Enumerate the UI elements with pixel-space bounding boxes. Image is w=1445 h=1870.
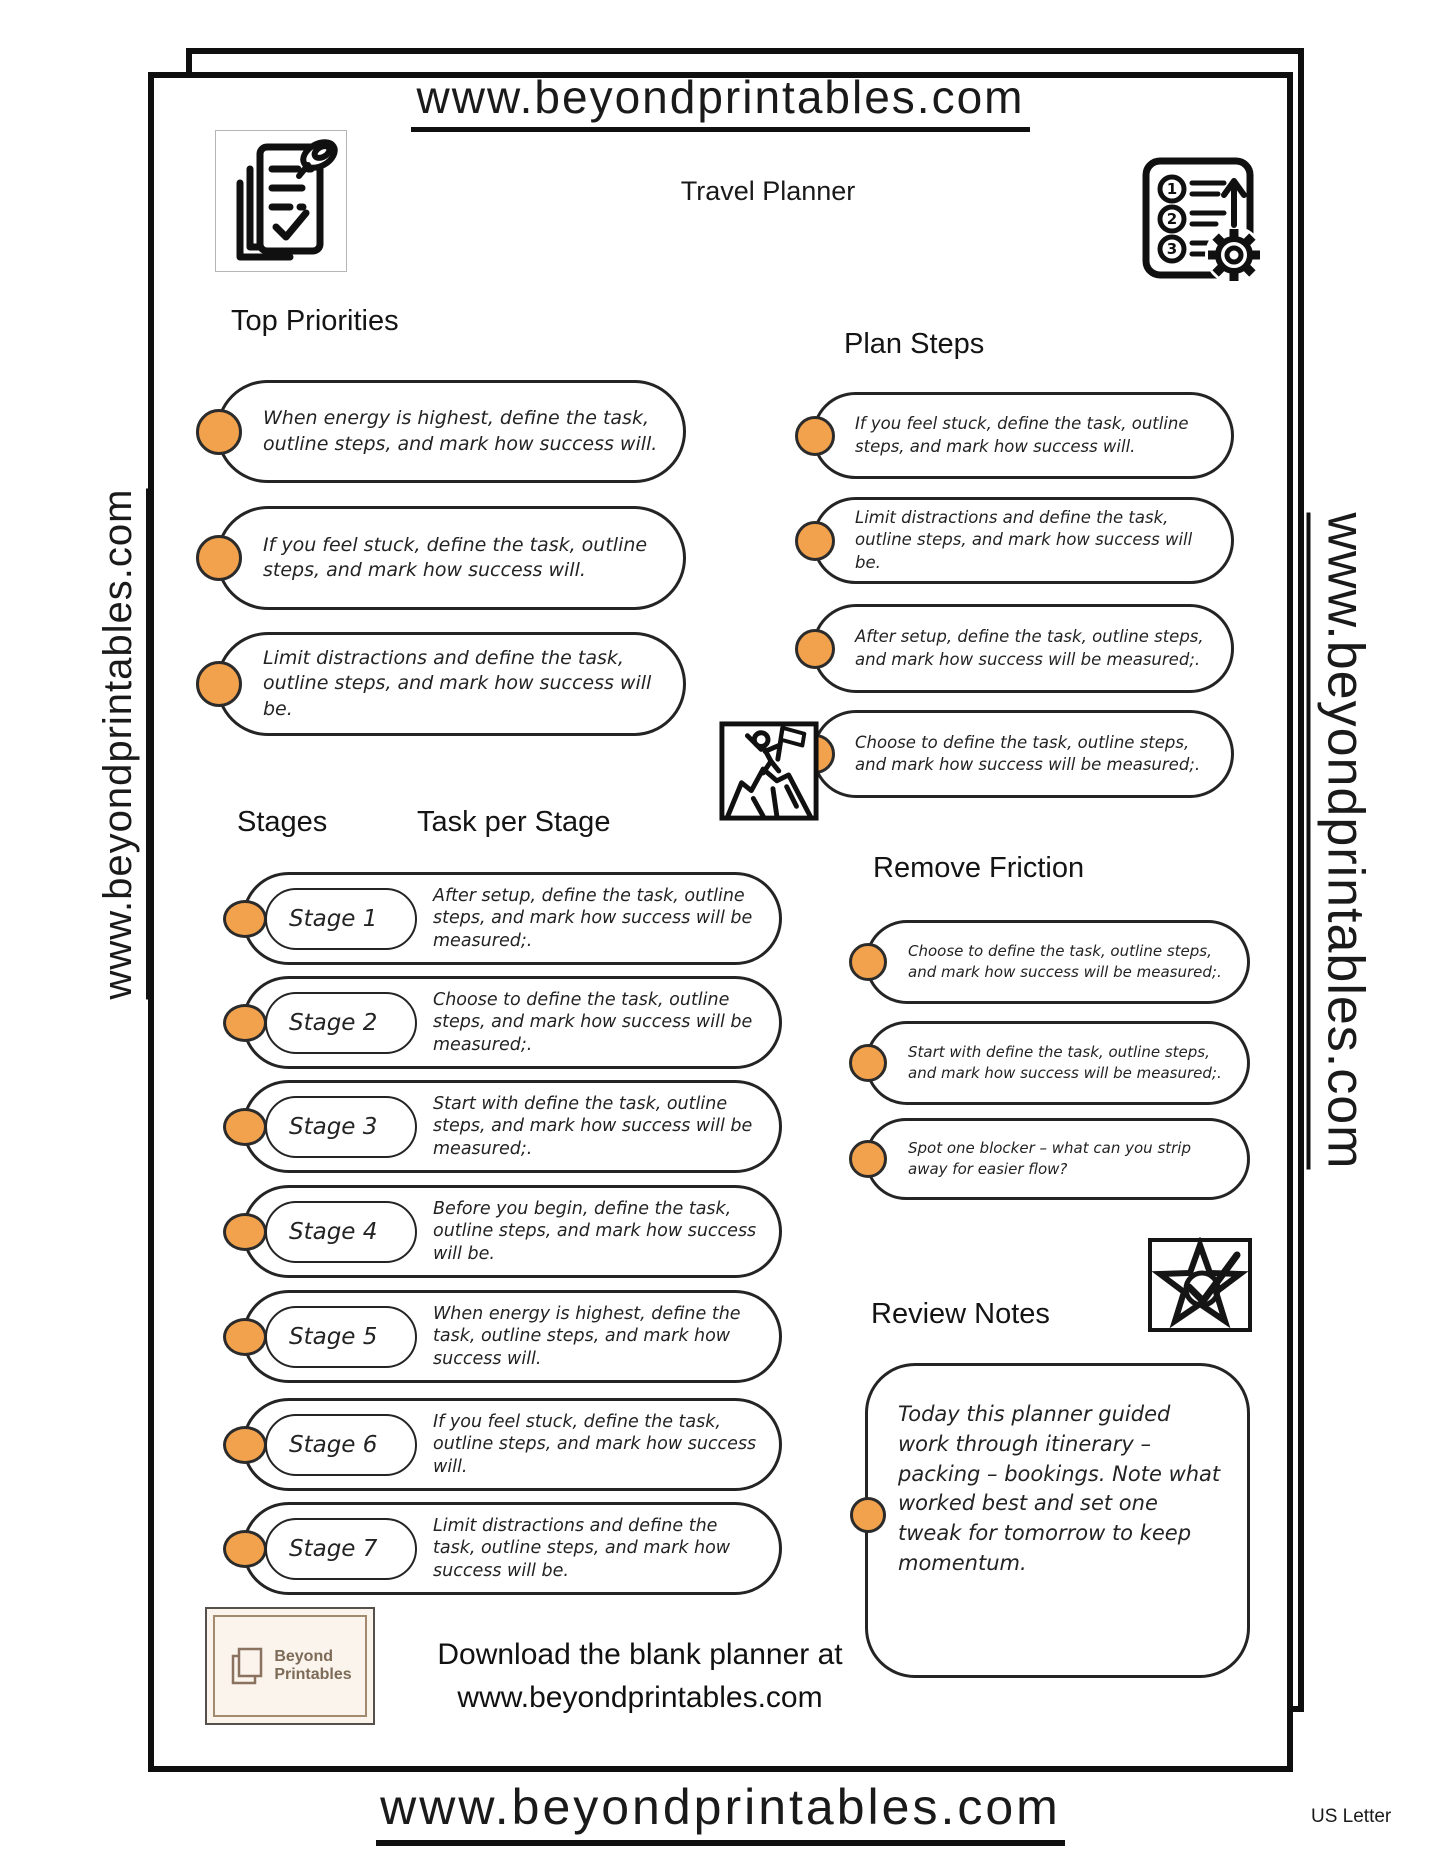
stacked-pages-icon [228, 1645, 266, 1687]
svg-text:1: 1 [1166, 180, 1178, 198]
stage-label: Stage 7 [289, 1535, 378, 1562]
bullet-dot [223, 900, 267, 938]
bullet-dot [795, 521, 835, 561]
stage-label: Stage 4 [289, 1218, 378, 1245]
stage-task: Before you begin, define the task, outline steps, and mark how success will be. [433, 1198, 757, 1264]
side-url-left: www.beyondprintables.com [96, 489, 150, 1000]
stage-task: Limit distractions and define the task, outline steps, and mark how success will be. [433, 1515, 731, 1581]
logo-text: Beyond Printables [274, 1647, 352, 1683]
paper-size-label: US Letter [1311, 1806, 1392, 1827]
stage-pill [265, 992, 417, 1054]
friction-item [865, 1118, 1250, 1200]
download-cta [340, 1634, 940, 1719]
mountain-climber-flag-icon [718, 720, 820, 822]
numbered-list-gear-icon [1140, 153, 1262, 283]
section-heading-review-notes: Review Notes [871, 1298, 1050, 1330]
bullet-dot [849, 1044, 887, 1082]
header-url-text: www.beyondprintables.com [411, 70, 1031, 132]
bullet-dot [223, 1318, 267, 1356]
stage-label: Stage 3 [289, 1113, 378, 1140]
stage-task: After setup, define the task, outline steps, and mark how success will be measured;. [433, 885, 753, 951]
plan-step-item [812, 392, 1234, 479]
bullet-dot [223, 1004, 267, 1042]
bullet-dot [223, 1108, 267, 1146]
side-url-right: www.beyondprintables.com [1307, 513, 1376, 1170]
bullet-dot [795, 629, 835, 669]
stage-row [242, 1185, 782, 1278]
plan-step-item [812, 604, 1234, 693]
friction-item [865, 920, 1250, 1004]
footer-url [148, 1778, 1293, 1846]
priority-text: If you feel stuck, define the task, outline steps, and mark how success will. [263, 533, 648, 581]
star-check-icon [1147, 1237, 1253, 1333]
stage-label: Stage 2 [289, 1009, 378, 1036]
review-notes-box [865, 1363, 1250, 1678]
stage-pill [265, 1518, 417, 1580]
bullet-dot [196, 409, 242, 455]
stage-task: If you feel stuck, define the task, outline steps, and mark how success will. [433, 1411, 757, 1477]
plan-step-text: Choose to define the task, outline steps, and mark how success will be measured;. [855, 732, 1201, 774]
stage-row [242, 1398, 782, 1491]
header-url [148, 70, 1293, 132]
stage-row [242, 872, 782, 965]
section-heading-stages: Stages [237, 806, 328, 838]
download-cta-line1: Download the blank planner at [437, 1638, 843, 1671]
page-title: Travel Planner [680, 176, 856, 206]
svg-text:3: 3 [1166, 240, 1178, 258]
plan-step-item [812, 497, 1234, 584]
priority-item [216, 506, 686, 610]
stage-row [242, 1080, 782, 1173]
bullet-dot [223, 1530, 267, 1568]
plan-step-text: Limit distractions and define the task, outline steps, and mark how success will be. [855, 508, 1193, 572]
stage-pill [265, 1201, 417, 1263]
stage-label: Stage 5 [289, 1323, 378, 1350]
section-heading-top-priorities: Top Priorities [231, 305, 399, 337]
section-heading-task-per-stage: Task per Stage [417, 806, 611, 838]
stage-label: Stage 6 [289, 1431, 378, 1458]
priority-text: Limit distractions and define the task, outline steps, and mark how success will be. [263, 647, 652, 720]
review-notes-text: Today this planner guided work through itinerary – packing – bookings. Note what worked best and set one tweak for tomorrow to keep momentum. [898, 1402, 1221, 1576]
plan-step-text: If you feel stuck, define the task, outline steps, and mark how success will. [855, 414, 1189, 456]
friction-text: Spot one blocker – what can you strip away for easier flow? [908, 1139, 1191, 1178]
friction-text: Choose to define the task, outline steps, and mark how success will be measured;. [908, 942, 1222, 981]
bullet-dot [849, 943, 887, 981]
stage-pill [265, 1414, 417, 1476]
plan-step-text: After setup, define the task, outline steps, and mark how success will be measured;. [855, 627, 1204, 669]
stage-task: Start with define the task, outline steps, and mark how success will be measured;. [433, 1093, 753, 1159]
footer-url-text: www.beyondprintables.com [376, 1778, 1065, 1846]
bullet-dot [849, 1140, 887, 1178]
bullet-dot [223, 1213, 267, 1251]
svg-text:2: 2 [1166, 210, 1178, 228]
priority-item [216, 380, 686, 483]
priority-item [216, 632, 686, 736]
section-heading-plan-steps: Plan Steps [844, 328, 985, 360]
stage-task: When energy is highest, define the task, outline steps, and mark how success will. [433, 1303, 741, 1369]
bullet-dot [196, 535, 242, 581]
friction-item [865, 1021, 1250, 1105]
stage-task: Choose to define the task, outline steps, and mark how success will be measured;. [433, 989, 753, 1055]
download-cta-line2: www.beyondprintables.com [457, 1680, 823, 1714]
stage-pill [265, 888, 417, 950]
clipboard-pushpin-icon [215, 130, 347, 272]
stage-row [242, 1502, 782, 1595]
stage-label: Stage 1 [289, 905, 378, 932]
friction-text: Start with define the task, outline steps, and mark how success will be measured;. [908, 1043, 1222, 1082]
bullet-dot [196, 661, 242, 707]
stage-pill [265, 1306, 417, 1368]
section-heading-remove-friction: Remove Friction [873, 852, 1085, 884]
bullet-dot [850, 1497, 886, 1533]
stage-row [242, 976, 782, 1069]
priority-text: When energy is highest, define the task, outline steps, and mark how success will. [263, 407, 658, 455]
bullet-dot [223, 1426, 267, 1464]
stage-row [242, 1290, 782, 1383]
plan-step-item [812, 710, 1234, 798]
stage-pill [265, 1096, 417, 1158]
bullet-dot [795, 416, 835, 456]
